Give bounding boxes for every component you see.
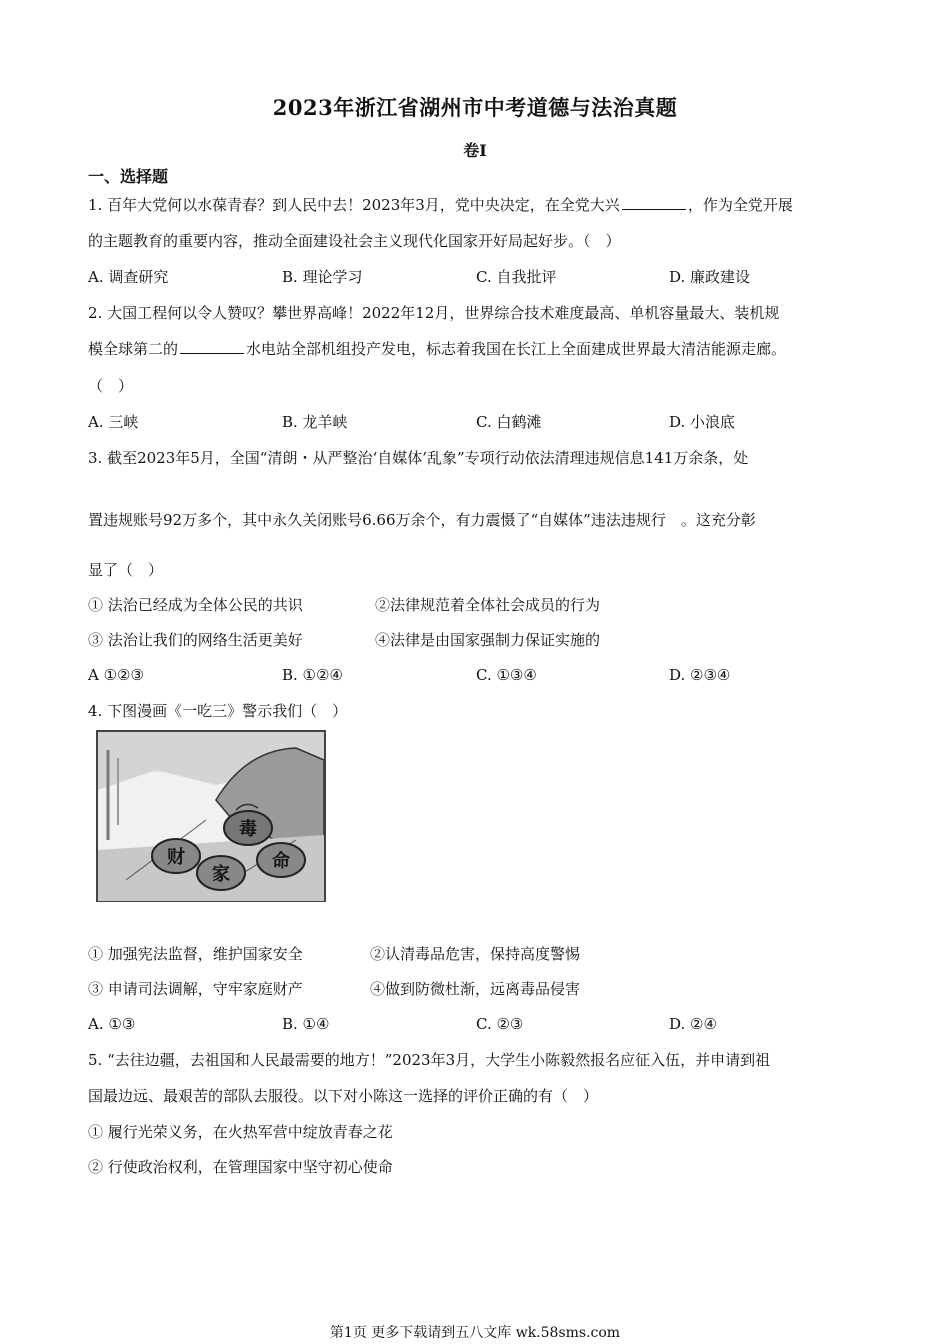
q2-option-c: C. 白鹤滩 <box>476 413 542 431</box>
q3-statement-1: ① 法治已经成为全体公民的共识 <box>88 596 303 614</box>
q5-statement-1: ① 履行光荣义务，在火热军营中绽放青春之花 <box>88 1123 393 1141</box>
q3-statement-4: ④法律是由国家强制力保证实施的 <box>375 631 601 649</box>
q2-stem-part1: 模全球第二的 <box>88 340 179 358</box>
q5-stem-line2: 国最边远、最艰苦的部队去服役。以下对小陈这一选择的评价正确的有（ ） <box>88 1087 599 1105</box>
q3-option-b: B. ①②④ <box>282 666 343 684</box>
cartoon-char-du: 毒 <box>239 819 257 840</box>
q3-stem-line3: 显了（ ） <box>88 561 164 579</box>
q3-stem-line1: 3. 截至2023年5月，全国“清朗・从严整治‘自媒体’乱象”专项行动依法清理违规信息141万余条，处 <box>88 449 749 467</box>
q2-stem-line2 <box>88 339 786 359</box>
page-footer: 第1页 更多下载请到五八文库 wk.58sms.com <box>329 1325 621 1341</box>
q4-option-c: C. ②③ <box>476 1015 524 1033</box>
q4-option-d: D. ②④ <box>669 1015 717 1033</box>
q4-stem: 4. 下图漫画《一吃三》警示我们（ ） <box>88 702 348 720</box>
q4-statement-3: ③ 申请司法调解，守牢家庭财产 <box>88 980 303 998</box>
q2-option-d: D. 小浪底 <box>669 413 736 431</box>
page-title: 2023年浙江省湖州市中考道德与法治真题 <box>272 95 678 120</box>
q1-stem-part1: 1. 百年大党何以水葆青春？到人民中去！2023年3月，党中央决定，在全党大兴 <box>88 196 620 214</box>
q1-option-d: D. 廉政建设 <box>669 268 751 286</box>
q2-option-a: A. 三峡 <box>88 413 139 431</box>
q4-statement-4: ④做到防微杜渐，远离毒品侵害 <box>370 980 581 998</box>
q2-option-b: B. 龙羊峡 <box>282 413 348 431</box>
q3-statement-2: ②法律规范着全体社会成员的行为 <box>375 596 601 614</box>
q3-option-a: A ①②③ <box>88 666 144 684</box>
q3-statement-3: ③ 法治让我们的网络生活更美好 <box>88 631 303 649</box>
cartoon-char-jia: 家 <box>212 864 230 885</box>
cartoon-image <box>96 730 326 902</box>
q1-blank <box>622 195 686 210</box>
q2-stem-line3: （ ） <box>88 377 134 395</box>
q1-option-b: B. 理论学习 <box>282 268 363 286</box>
q1-stem-part2: ，作为全党开展 <box>687 196 793 214</box>
q1-option-c: C. 自我批评 <box>476 268 557 286</box>
q2-stem-part2: 水电站全部机组投产发电，标志着我国在长江上全面建成世界最大清洁能源走廊。 <box>246 340 787 358</box>
q4-option-a: A. ①③ <box>88 1015 136 1033</box>
q3-option-c: C. ①③④ <box>476 666 537 684</box>
q5-stem-line1: 5. “去往边疆，去祖国和人民最需要的地方！”2023年3月，大学生小陈毅然报名应征入伍，并申请到祖 <box>88 1051 771 1069</box>
q2-stem-line1: 2. 大国工程何以令人赞叹？攀世界高峰！2022年12月，世界综合技术难度最高、单机容量最大、装机规 <box>88 304 780 322</box>
q1-stem-line1 <box>88 195 793 215</box>
cartoon-char-ming: 命 <box>272 851 290 872</box>
q2-blank <box>180 339 244 354</box>
q4-statement-2: ②认清毒品危害，保持高度警惕 <box>370 945 581 963</box>
q3-stem-line2: 置违规账号92万多个，其中永久关闭账号6.66万余个，有力震慑了“自媒体”违法违规行 。这充分彰 <box>88 511 756 529</box>
q4-option-b: B. ①④ <box>282 1015 330 1033</box>
q1-option-a: A. 调查研究 <box>88 268 169 286</box>
volume-heading: 卷I <box>463 141 487 160</box>
q5-statement-2: ② 行使政治权利，在管理国家中坚守初心使命 <box>88 1158 393 1176</box>
q3-option-d: D. ②③④ <box>669 666 731 684</box>
q1-stem-line2: 的主题教育的重要内容，推动全面建设社会主义现代化国家开好局起好步。（ ） <box>88 232 621 250</box>
q4-statement-1: ① 加强宪法监督，维护国家安全 <box>88 945 303 963</box>
section-heading: 一、选择题 <box>88 167 169 186</box>
cartoon-char-cai: 财 <box>167 847 185 868</box>
